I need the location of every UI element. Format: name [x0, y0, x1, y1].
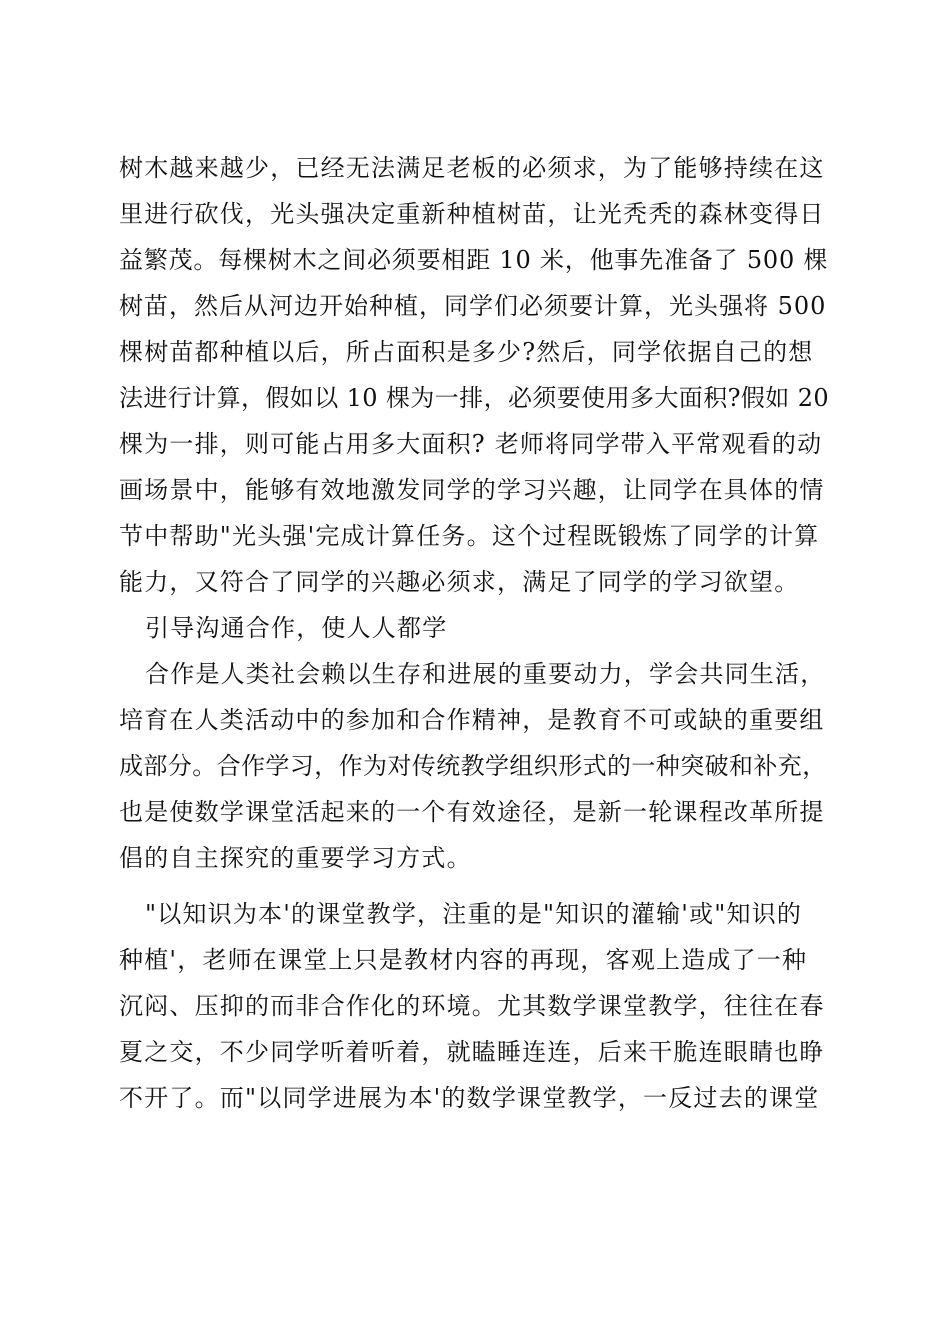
- text-line: 成部分。合作学习，作为对传统教学组织形式的一种突破和补充，: [119, 752, 827, 780]
- text-line: 种植'，老师在课堂上只是教材内容的再现，客观上造成了一种: [119, 946, 808, 974]
- text-line: "以知识为本'的课堂教学，注重的是"知识的灌输'或"知识的: [145, 900, 803, 928]
- text-line: 益繁茂。每棵树木之间必须要相距 10 米，他事先准备了 500 棵: [119, 246, 829, 274]
- text-line: 培育在人类活动中的参加和合作精神，是教育不可或缺的重要组: [119, 706, 825, 734]
- text-line: 沉闷、压抑的而非合作化的环境。尤其数学课堂教学，往往在春: [119, 992, 825, 1020]
- section-heading: 引导沟通合作，使人人都学: [145, 614, 448, 642]
- text-line: 棵为一排，则可能占用多大面积? 老师将同学带入平常观看的动: [119, 430, 823, 458]
- text-line: 不开了。而"以同学进展为本'的数学课堂教学，一反过去的课堂: [119, 1084, 820, 1112]
- text-line: 也是使数学课堂活起来的一个有效途径，是新一轮课程改革所提: [119, 798, 825, 826]
- text-line: 画场景中，能够有效地激发同学的学习兴趣，让同学在具体的情: [119, 476, 825, 504]
- text-line: 能力，又符合了同学的兴趣必须求，满足了同学的学习欲望。: [119, 568, 800, 596]
- text-line: 树苗，然后从河边开始种植，同学们必须要计算，光头强将 500: [119, 292, 827, 320]
- text-line: 倡的自主探究的重要学习方式。: [119, 844, 472, 872]
- text-line: 合作是人类社会赖以生存和进展的重要动力，学会共同生活，: [145, 660, 826, 688]
- text-line: 节中帮助"光头强'完成计算任务。这个过程既锻炼了同学的计算: [119, 522, 820, 550]
- text-line: 棵树苗都种植以后，所占面积是多少?然后，同学依据自己的想: [119, 338, 814, 366]
- text-line: 法进行计算，假如以 10 棵为一排，必须要使用多大面积?假如 20: [119, 384, 830, 412]
- text-line: 夏之交，不少同学听着听着，就瞌睡连连，后来干脆连眼睛也睁: [119, 1038, 825, 1066]
- text-line: 里进行砍伐，光头强决定重新种植树苗，让光秃秃的森林变得日: [119, 200, 825, 228]
- text-line: 树木越来越少，已经无法满足老板的必须求，为了能够持续在这: [119, 154, 825, 182]
